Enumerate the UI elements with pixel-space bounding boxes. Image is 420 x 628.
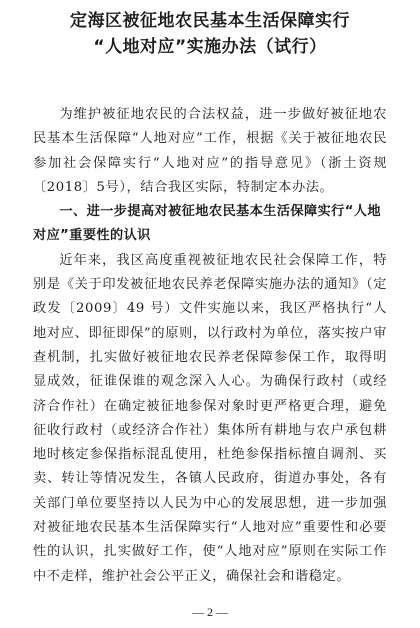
page-number: — 2 — xyxy=(192,605,228,619)
document-title-line2: “人地对应”实施办法（试行） xyxy=(93,37,327,57)
document-title-line1: 定海区被征地农民基本生活保障实行 xyxy=(70,11,350,31)
section-1-paragraph: 近年来，我区高度重视被征地农民社会保障工作，特别是《关于印发被征地农民养老保障实施办法的通知》（定政发〔2009〕49 号）文件实施以来，我区严格执行“人地对应、即征即保”的原则，以行政村为单位，落实按户审查机制，扎实做好被征地农民养老保障参保工作，取得明显成效，征谁保谁的观念深入人心。为确保行政村（或经济合作社）在确定被征地参保对象时更严格更合理，避免征收行政村（或经济合作社）集体所有耕地与农户承包耕地时核定参保指标混乱使用，杜绝参保指标擅自调剂、买卖、转让等情况发生，各镇人民政府，街道办事处，各有关部门单位要坚持以人民为中心的发展思想，进一步加强对被征地农民基本生活保障实行“人地对应”重要性和必要性的认识，扎实做好工作，使“人地对应”原则在实际工作中不走样，维护社会公平正义，确保社会和谐稳定。 xyxy=(33,252,387,584)
section-1-heading: 一、进一步提高对被征地农民基本生活保障实行“人地对应”重要性的认识 xyxy=(33,204,381,244)
title-spacer xyxy=(33,60,387,103)
intro-paragraph: 为维护被征地农民的合法权益，进一步做好被征地农民基本生活保障“人地对应”工作，根据《关于被征地农民参加社会保障实行“人地对应”的指导意见》（浙土资规〔2018〕5号），结合我区实际，特制定本办法。 xyxy=(33,107,387,195)
